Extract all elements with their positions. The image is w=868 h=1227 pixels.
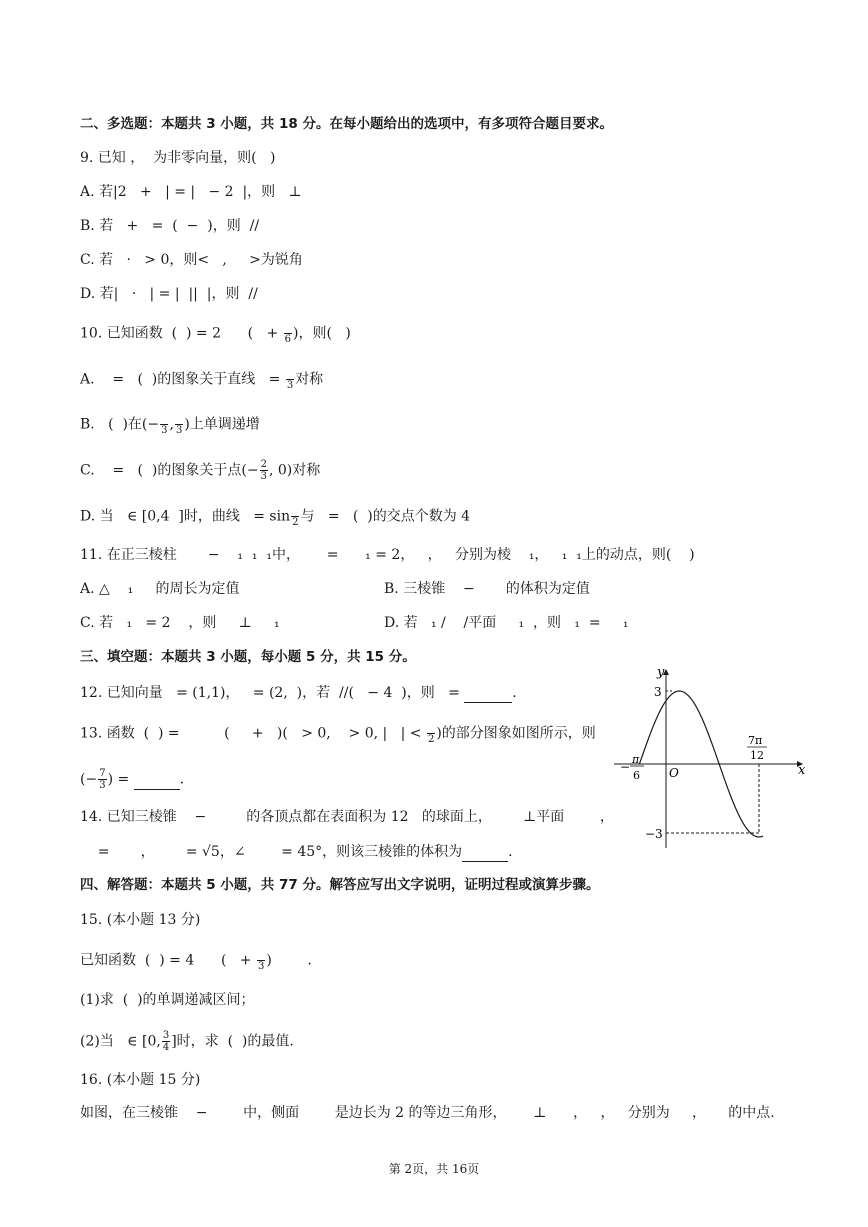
question-16-stem: 如图，在三棱锥 − 中，侧面 是边长为 2 的等边三角形， ⊥ ， ， 分别为 ， 的中点. — [80, 1105, 775, 1121]
max-value-label: 3 — [654, 685, 662, 699]
min-value-label: −3 — [645, 827, 663, 841]
right-min-numerator: 7π — [748, 734, 763, 747]
question-10-option-d: D. 当 ∈ [0,4 ]时，曲线 = sin 2 与 = ( )的交点个数为 4 — [80, 505, 470, 528]
question-12: 12. 已知向量 = (1,1)， = (2, )，若 //( − 4 )，则 = . — [80, 685, 517, 701]
question-10-option-a: A. = ( )的图象关于直线 = 3 对称 — [80, 368, 323, 391]
left-zero-sign: − — [620, 760, 631, 774]
question-11-stem: 11. 在正三棱柱 − ₁ ₁ ₁中， = ₁ = 2， ， 分别为棱 ₁， ₁ ₁上的动点，则( ) — [80, 547, 695, 563]
question-9-option-c: C. 若 · > 0，则< , >为锐角 — [80, 252, 303, 268]
left-zero-denominator: 6 — [633, 769, 640, 782]
question-10-option-b: B. ( )在(− 3 , 3 )上单调递增 — [80, 413, 260, 436]
question-13-line-1: 13. 函数 ( ) = ( + )( > 0, > 0, | | < 2 )的部分图象如图所示，则 — [80, 722, 596, 745]
question-10-option-c: C. = ( )的图象关于点(− $\frac{2}{3}$ , 0)对称 — [80, 459, 321, 482]
left-zero-numerator: π — [632, 753, 640, 766]
fraction: 3 — [175, 413, 183, 436]
origin-label: O — [669, 766, 679, 780]
y-axis-label: y — [657, 665, 665, 680]
answer-blank — [464, 684, 512, 703]
fraction: 2 — [427, 722, 435, 745]
fraction: 3 — [160, 413, 168, 436]
fraction: 2 — [291, 505, 299, 528]
question-11-option-c: C. 若 ₁ = 2 ，则 ⊥ ₁ — [80, 615, 280, 631]
fraction: $\frac{3}{4}$ — [162, 1030, 170, 1053]
fraction: 3 — [286, 368, 294, 391]
question-9-option-b: B. 若 + = ( − )，则 // — [80, 218, 260, 234]
section-heading-fill-blank: 三、填空题：本题共 3 小题，每小题 5 分，共 15 分。 — [80, 649, 416, 665]
right-min-denominator: 12 — [750, 749, 764, 762]
section-heading-solutions: 四、解答题：本题共 5 小题，共 77 分。解答应写出文字说明，证明过程或演算步骤。 — [80, 877, 600, 893]
question-11-option-b: B. 三棱锥 − 的体积为定值 — [384, 581, 590, 597]
question-15-header: 15. (本小题 13 分) — [80, 912, 201, 928]
question-14-line-1: 14. 已知三棱锥 − 的各顶点都在表面积为 12 的球面上， ⊥平面 ， — [80, 809, 614, 825]
question-11-option-d: D. 若 ₁ / /平面 ₁ ，则 ₁ = ₁ — [384, 615, 629, 631]
question-10-stem: 10. 已知函数 ( ) = 2 ( + 6 )，则( ) — [80, 322, 351, 345]
question-15-stem: 已知函数 ( ) = 4 ( + 3 ) . — [80, 949, 312, 972]
fraction: 3 — [257, 949, 265, 972]
section-heading-multiple-choice: 二、多选题：本题共 3 小题，共 18 分。在每小题给出的选项中，有多项符合题目要求。 — [80, 116, 613, 132]
fraction: $\frac{7}{3}$ — [99, 768, 106, 791]
fraction: $\frac{2}{3}$ — [260, 459, 267, 482]
question-16-header: 16. (本小题 15 分) — [80, 1072, 201, 1088]
page-footer: 第 2页，共 16页 — [388, 1162, 480, 1176]
question-15-part-2: (2)当 ∈ [0, $\frac{3}{4}$ ]时，求 ( )的最值. — [80, 1030, 294, 1053]
question-9-stem: 9. 已知 ， 为非零向量，则( ) — [80, 150, 276, 166]
sine-graph-figure — [612, 662, 812, 852]
question-13-line-2: (− $\frac{7}{3}$ ) = . — [80, 768, 185, 791]
question-11-option-a: A. △ ₁ 的周长为定值 — [80, 581, 240, 597]
answer-blank — [134, 771, 180, 790]
x-axis-label: x — [798, 763, 806, 778]
question-15-part-1: (1)求 ( )的单调递减区间； — [80, 992, 255, 1008]
question-9-option-a: A. 若|2 + | = | − 2 |，则 ⊥ — [80, 184, 302, 200]
question-14-line-2: = ， = √5，∠ = 45°，则该三棱锥的体积为 . — [80, 844, 513, 860]
question-9-option-d: D. 若| · | = | || |，则 // — [80, 286, 258, 302]
fraction: 6 — [284, 322, 292, 345]
answer-blank — [462, 843, 508, 862]
